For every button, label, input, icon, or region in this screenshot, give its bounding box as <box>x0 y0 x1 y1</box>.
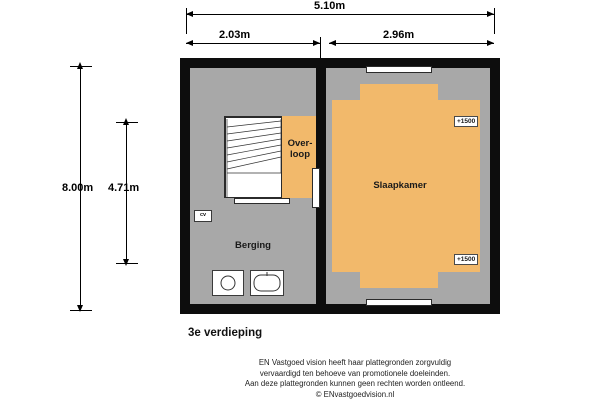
disclaimer-footer <box>200 358 510 400</box>
top-total-label: 5.10m <box>314 0 346 12</box>
washer-icon <box>213 271 243 295</box>
window-bottom <box>366 299 432 306</box>
plan-title: 3e verdieping <box>188 327 263 339</box>
slaapkamer-notch-topleft <box>326 68 360 100</box>
washing-machine-fixture <box>212 270 244 296</box>
height-tag-bottom: +1500 <box>454 254 478 265</box>
left-outer-label: 8.00m <box>62 182 94 194</box>
left-inner-label: 4.71m <box>108 182 140 194</box>
footer-line-4: © ENvastgoedvision.nl <box>315 389 395 399</box>
staircase <box>224 116 282 198</box>
top-right-segment-label: 2.96m <box>383 29 415 41</box>
floorplan-drawing <box>180 58 500 314</box>
top-left-segment-label: 2.03m <box>219 29 251 41</box>
door-overloop-berging <box>234 198 290 204</box>
berging-label: Berging <box>235 240 271 251</box>
footer-line-3: Aan deze plattegronden kunnen geen rechten worden ontleend. <box>244 379 466 388</box>
window-top <box>366 66 432 73</box>
cv-label: cv <box>199 212 207 218</box>
slaapkamer-label: Slaapkamer <box>373 180 427 191</box>
sink-fixture <box>250 270 284 296</box>
cv-unit <box>194 210 212 222</box>
stair-icon <box>225 117 282 198</box>
slaapkamer-notch-botleft <box>326 272 360 304</box>
door-overloop-slaapkamer <box>312 168 320 208</box>
height-tag-top: +1500 <box>454 116 478 127</box>
sink-icon <box>251 271 283 295</box>
footer-line-2: vervaardigd ten behoeve van promotionele doeleinden. <box>259 368 451 378</box>
slaapkamer-notch-botright <box>438 272 490 304</box>
slaapkamer-notch-topright <box>438 68 490 100</box>
footer-line-1: EN Vastgoed vision heeft haar plattegronden zorgvuldig <box>258 358 452 367</box>
overloop-label: Over- loop <box>287 138 313 160</box>
